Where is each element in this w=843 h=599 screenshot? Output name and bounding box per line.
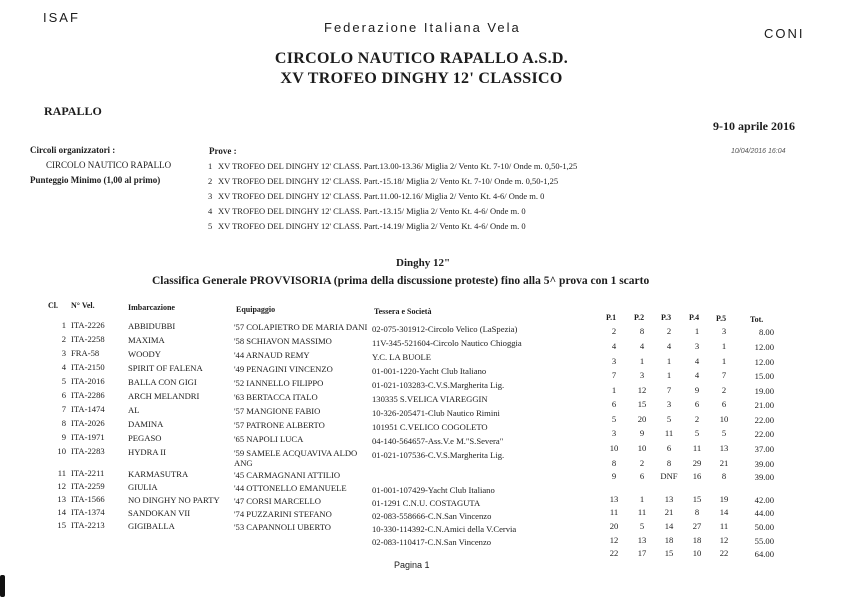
- boat-name: ABBIDUBBI: [128, 321, 176, 331]
- total-score: 39.00: [754, 459, 774, 469]
- col-crew: Equipaggio: [236, 305, 276, 314]
- race-number: 3: [208, 191, 213, 201]
- isaf-header: ISAF: [43, 10, 80, 25]
- total-score: 8.00: [758, 327, 774, 337]
- race-4-score: 11: [692, 443, 702, 453]
- crew-name: '45 CARMAGNANI ATTILIO: [234, 470, 341, 480]
- col-p4: P.4: [689, 313, 700, 322]
- race-number: 1: [208, 161, 213, 171]
- total-score: 39.00: [754, 472, 774, 482]
- race-3-score: 21: [664, 507, 674, 517]
- boat-name: GIULIA: [128, 482, 158, 492]
- sail-number: ITA-2283: [71, 446, 105, 456]
- sail-number: ITA-2150: [71, 362, 105, 372]
- rank: 15: [57, 520, 66, 530]
- race-4-score: 5: [694, 428, 700, 438]
- col-p3: P.3: [661, 313, 672, 322]
- sail-number: ITA-2286: [71, 390, 105, 400]
- race-5-score: 1: [721, 356, 727, 366]
- class-name: Dinghy 12": [396, 257, 451, 269]
- crew-name: '44 OTTONELLO EMANUELE: [234, 483, 347, 493]
- race-2-score: 13: [637, 535, 647, 545]
- club-name: 01-1291 C.N.U. COSTAGUTA: [372, 498, 481, 508]
- sail-number: ITA-2258: [71, 334, 105, 344]
- race-description: XV TROFEO DEL DINGHY 12' CLASS. Part.-13.15/ Miglia 2/ Vento Kt. 4-6/ Onde m. 0: [218, 206, 526, 216]
- race-5-score: 14: [719, 507, 729, 517]
- club-name: 01-021-107536-C.V.S.Margherita Lig.: [372, 450, 505, 460]
- organizers-label: Circoli organizzatori :: [30, 145, 116, 155]
- race-description: XV TROFEO DEL DINGHY 12' CLASS. Part.-14.19/ Miglia 2/ Vento Kt. 4-6/ Onde m. 0: [218, 221, 526, 231]
- race-1-score: 6: [611, 399, 617, 409]
- race-5-score: 8: [721, 471, 727, 481]
- federation-header: Federazione Italiana Vela: [324, 20, 521, 35]
- crew-name: '74 PUZZARINI STEFANO: [234, 509, 332, 519]
- boat-name: SPIRIT OF FALENA: [128, 363, 203, 373]
- print-timestamp: 10/04/2016 16:04: [731, 148, 786, 155]
- boat-name: SANDOKAN VII: [128, 508, 191, 518]
- rank: 14: [57, 507, 66, 517]
- race-5-score: 7: [721, 370, 727, 380]
- race-5-score: 2: [721, 385, 727, 395]
- race-3-score: 5: [666, 414, 672, 424]
- sail-number: ITA-1374: [71, 507, 105, 517]
- race-5-score: 11: [719, 521, 729, 531]
- race-4-score: 29: [692, 458, 702, 468]
- club-name: 11V-345-521604-Circolo Nautico Chioggia: [372, 338, 522, 348]
- races-label: Prove :: [209, 146, 237, 156]
- race-2-score: 11: [637, 507, 647, 517]
- race-3-score: 8: [666, 458, 672, 468]
- race-3-score: 13: [664, 494, 674, 504]
- total-score: 37.00: [754, 444, 774, 454]
- crew-name-continued: ANG: [234, 458, 253, 468]
- race-5-score: 10: [719, 414, 729, 424]
- total-score: 50.00: [754, 522, 774, 532]
- race-1-score: 3: [611, 428, 617, 438]
- race-4-score: 6: [694, 399, 700, 409]
- sail-number: ITA-2016: [71, 376, 105, 386]
- sail-number: ITA-2213: [71, 520, 105, 530]
- race-4-score: 4: [694, 370, 700, 380]
- race-description: XV TROFEO DEL DINGHY 12' CLASS. Part.11.00-12.16/ Miglia 2/ Vento Kt. 4-6/ Onde m. 0: [218, 191, 545, 201]
- sail-number: ITA-2226: [71, 320, 105, 330]
- location: RAPALLO: [44, 104, 102, 118]
- race-2-score: 9: [639, 428, 645, 438]
- race-5-score: 22: [719, 548, 729, 558]
- race-1-score: 4: [611, 341, 617, 351]
- total-score: 42.00: [754, 495, 774, 505]
- race-2-score: 10: [637, 443, 647, 453]
- rank: 4: [61, 362, 66, 372]
- race-1-score: 20: [609, 521, 619, 531]
- crew-name: '47 CORSI MARCELLO: [234, 496, 322, 506]
- rank: 6: [61, 390, 66, 400]
- race-2-score: 20: [637, 414, 647, 424]
- rank: 1: [61, 320, 66, 330]
- crew-name: '53 CAPANNOLI UBERTO: [234, 522, 332, 532]
- race-4-score: 3: [694, 341, 700, 351]
- col-total: Tot.: [750, 315, 764, 324]
- race-3-score: 7: [666, 385, 672, 395]
- rank: 12: [57, 481, 66, 491]
- race-5-score: 13: [719, 443, 729, 453]
- race-1-score: 11: [609, 507, 619, 517]
- race-3-score: 4: [666, 341, 672, 351]
- total-score: 12.00: [754, 357, 774, 367]
- club-name: 01-001-1220-Yacht Club Italiano: [372, 366, 487, 376]
- crew-name: '57 COLAPIETRO DE MARIA DANI: [234, 322, 368, 332]
- col-p2: P.2: [634, 313, 645, 322]
- rank: 9: [61, 432, 66, 442]
- race-3-score: DNF: [660, 471, 678, 481]
- race-3-score: 3: [666, 399, 672, 409]
- title-club: CIRCOLO NAUTICO RAPALLO A.S.D.: [274, 50, 569, 67]
- sail-number: ITA-1566: [71, 494, 105, 504]
- rank: 2: [61, 334, 66, 344]
- boat-name: WOODY: [128, 349, 161, 359]
- race-4-score: 1: [694, 326, 700, 336]
- page-number: Pagina 1: [394, 560, 430, 570]
- boat-name: PEGASO: [128, 433, 162, 443]
- club-name: 10-326-205471-Club Nautico Rimini: [372, 408, 500, 418]
- total-score: 22.00: [754, 429, 774, 439]
- race-2-score: 5: [639, 521, 645, 531]
- ranking-title: Classifica Generale PROVVISORIA (prima della discussione proteste) fino alla 5^ prova con 1 scarto: [152, 275, 650, 287]
- boat-name: BALLA CON GIGI: [128, 377, 197, 387]
- rank: 13: [57, 494, 66, 504]
- race-5-score: 12: [719, 535, 729, 545]
- col-sail-number: N° Vel.: [71, 301, 95, 310]
- col-boat: Imbarcazione: [128, 303, 175, 312]
- race-4-score: 8: [694, 507, 700, 517]
- boat-name: GIGIBALLA: [128, 521, 175, 531]
- race-5-score: 1: [721, 341, 727, 351]
- col-club: Tessera e Società: [374, 307, 432, 316]
- race-5-score: 6: [721, 399, 727, 409]
- club-name: 01-021-103283-C.V.S.Margherita Lig.: [372, 380, 505, 390]
- race-4-score: 27: [692, 521, 702, 531]
- race-3-score: 14: [664, 521, 674, 531]
- race-1-score: 13: [609, 494, 619, 504]
- sail-number: FRA-58: [71, 348, 100, 358]
- race-description: XV TROFEO DEL DINGHY 12' CLASS. Part.-15.18/ Miglia 2/ Vento Kt. 7-10/ Onde m. 0,50-1,25: [218, 176, 559, 186]
- race-4-score: 2: [694, 414, 700, 424]
- club-name: 130335 S.VELICA VIAREGGIN: [372, 394, 488, 404]
- race-1-score: 2: [611, 326, 617, 336]
- club-name: 10-330-114392-C.N.Amici della V.Cervia: [372, 524, 517, 534]
- race-4-score: 18: [692, 535, 702, 545]
- race-5-score: 5: [721, 428, 727, 438]
- scan-edge-mark: [0, 575, 5, 597]
- club-name: 01-001-107429-Yacht Club Italiano: [372, 485, 495, 495]
- race-2-score: 4: [639, 341, 645, 351]
- race-3-score: 2: [666, 326, 672, 336]
- race-1-score: 5: [611, 414, 617, 424]
- race-2-score: 12: [637, 385, 647, 395]
- race-2-score: 1: [639, 356, 645, 366]
- race-2-score: 3: [639, 370, 645, 380]
- coni-header: CONI: [764, 26, 805, 41]
- race-5-score: 19: [719, 494, 729, 504]
- race-1-score: 8: [611, 458, 617, 468]
- race-4-score: 15: [692, 494, 702, 504]
- total-score: 22.00: [754, 415, 774, 425]
- race-3-score: 1: [666, 370, 672, 380]
- race-1-score: 1: [611, 385, 617, 395]
- rank: 5: [61, 376, 66, 386]
- boat-name: MAXIMA: [128, 335, 165, 345]
- crew-name: '44 ARNAUD REMY: [234, 350, 310, 360]
- rank: 10: [57, 446, 66, 456]
- sail-number: ITA-1474: [71, 404, 105, 414]
- race-2-score: 6: [639, 471, 645, 481]
- boat-name: ARCH MELANDRI: [128, 391, 200, 401]
- race-1-score: 3: [611, 356, 617, 366]
- col-p5: P.5: [716, 314, 727, 323]
- club-name: 02-083-558666-C.N.San Vincenzo: [372, 511, 492, 521]
- club-name: 04-140-564657-Ass.V.e M."S.Severa": [372, 436, 504, 446]
- crew-name: '49 PENAGINI VINCENZO: [234, 364, 333, 374]
- race-3-score: 1: [666, 356, 672, 366]
- club-name: 02-083-110417-C.N.San Vincenzo: [372, 537, 492, 547]
- col-cl: Cl.: [48, 301, 58, 310]
- crew-name: '57 PATRONE ALBERTO: [234, 420, 325, 430]
- crew-name: '59 SAMELE ACQUAVIVA ALDO: [234, 448, 358, 458]
- race-4-score: 4: [694, 356, 700, 366]
- title-event: XV TROFEO DINGHY 12' CLASSICO: [280, 70, 563, 87]
- race-1-score: 9: [611, 471, 617, 481]
- total-score: 19.00: [754, 386, 774, 396]
- crew-name: '57 MANGIONE FABIO: [234, 406, 321, 416]
- race-4-score: 16: [692, 471, 702, 481]
- race-5-score: 21: [719, 458, 729, 468]
- rank: 3: [61, 348, 66, 358]
- rank: 8: [61, 418, 66, 428]
- boat-name: KARMASUTRA: [128, 469, 189, 479]
- race-3-score: 6: [666, 443, 672, 453]
- total-score: 12.00: [754, 342, 774, 352]
- col-p1: P.1: [606, 313, 617, 322]
- race-3-score: 11: [664, 428, 674, 438]
- sail-number: ITA-2211: [71, 468, 105, 478]
- race-1-score: 22: [609, 548, 619, 558]
- race-description: XV TROFEO DEL DINGHY 12' CLASS. Part.13.00-13.36/ Miglia 2/ Vento Kt. 7-10/ Onde m. 0,50-1,25: [218, 161, 578, 171]
- total-score: 21.00: [754, 400, 774, 410]
- race-number: 2: [208, 176, 213, 186]
- race-5-score: 3: [721, 326, 727, 336]
- race-2-score: 17: [637, 548, 647, 558]
- club-name: 101951 C.VELICO COGOLETO: [372, 422, 488, 432]
- total-score: 15.00: [754, 371, 774, 381]
- race-4-score: 10: [692, 548, 702, 558]
- sail-number: ITA-2259: [71, 481, 105, 491]
- race-1-score: 10: [609, 443, 619, 453]
- race-1-score: 7: [611, 370, 617, 380]
- crew-name: '52 IANNELLO FILIPPO: [234, 378, 324, 388]
- min-score-label: Punteggio Minimo (1,00 al primo): [30, 175, 161, 185]
- race-2-score: 1: [639, 494, 645, 504]
- race-number: 5: [208, 221, 213, 231]
- club-name: 02-075-301912-Circolo Velico (LaSpezia): [372, 324, 518, 334]
- total-score: 64.00: [754, 549, 774, 559]
- race-2-score: 8: [639, 326, 645, 336]
- boat-name: AL: [128, 405, 140, 415]
- crew-name: '63 BERTACCA ITALO: [234, 392, 318, 402]
- boat-name: NO DINGHY NO PARTY: [128, 495, 220, 505]
- sail-number: ITA-1971: [71, 432, 105, 442]
- crew-name: '65 NAPOLI LUCA: [234, 434, 304, 444]
- race-2-score: 15: [637, 399, 647, 409]
- organizer-club: CIRCOLO NAUTICO RAPALLO: [46, 160, 172, 170]
- sail-number: ITA-2026: [71, 418, 105, 428]
- race-1-score: 12: [609, 535, 619, 545]
- event-dates: 9-10 aprile 2016: [713, 119, 795, 133]
- crew-name: '58 SCHIAVON MASSIMO: [234, 336, 332, 346]
- race-2-score: 2: [639, 458, 645, 468]
- race-number: 4: [208, 206, 213, 216]
- boat-name: DAMINA: [128, 419, 164, 429]
- club-name: Y.C. LA BUOLE: [372, 352, 432, 362]
- race-3-score: 15: [664, 548, 674, 558]
- rank: 7: [61, 404, 66, 414]
- race-4-score: 9: [694, 385, 700, 395]
- total-score: 44.00: [754, 508, 774, 518]
- boat-name: HYDRA II: [128, 447, 166, 457]
- rank: 11: [57, 468, 66, 478]
- total-score: 55.00: [754, 536, 774, 546]
- race-3-score: 18: [664, 535, 674, 545]
